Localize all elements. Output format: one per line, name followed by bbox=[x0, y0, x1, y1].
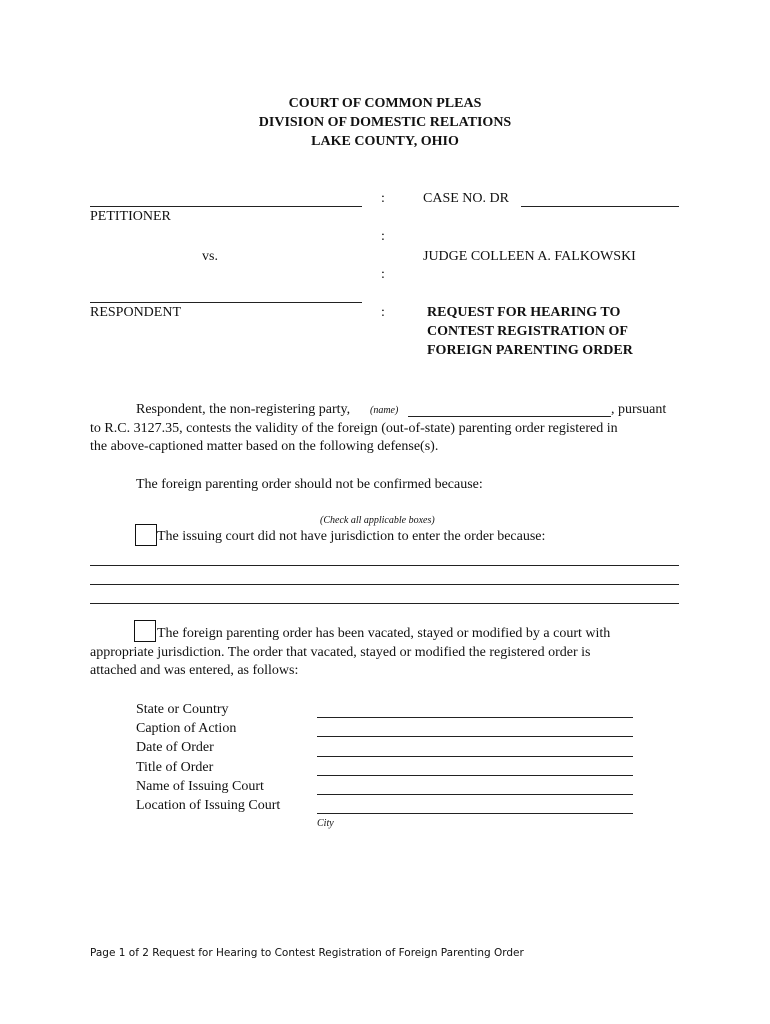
para1-line2: to R.C. 3127.35, contests the validity of the foreign (out-of-state) parenting order registered in bbox=[90, 421, 618, 436]
state-field[interactable] bbox=[317, 717, 633, 718]
respondent-label: RESPONDENT bbox=[90, 305, 182, 320]
para2-text: The foreign parenting order should not be confirmed because: bbox=[136, 477, 483, 492]
caption-colon: : bbox=[381, 191, 385, 206]
court-name: COURT OF COMMON PLEAS bbox=[288, 96, 482, 111]
field-label-court-name: Name of Issuing Court bbox=[136, 779, 264, 794]
document-title-line3: FOREIGN PARENTING ORDER bbox=[427, 343, 633, 358]
check-hint: (Check all applicable boxes) bbox=[320, 515, 435, 526]
petitioner-name-line[interactable] bbox=[90, 206, 362, 207]
para1-line3: the above-captioned matter based on the following defense(s). bbox=[90, 439, 439, 454]
option2-line3: attached and was entered, as follows: bbox=[90, 663, 299, 678]
document-title-line2: CONTEST REGISTRATION OF bbox=[427, 324, 628, 339]
field-label-title: Title of Order bbox=[136, 760, 214, 775]
document-title-line1: REQUEST FOR HEARING TO bbox=[427, 305, 621, 320]
jurisdiction-explanation-line[interactable] bbox=[90, 603, 679, 604]
date-field[interactable] bbox=[317, 756, 633, 757]
division-name: DIVISION OF DOMESTIC RELATIONS bbox=[258, 115, 512, 130]
case-number-label: CASE NO. DR bbox=[423, 191, 509, 206]
jurisdiction-explanation-line[interactable] bbox=[90, 584, 679, 585]
option2-line2: appropriate jurisdiction. The order that vacated, stayed or modified the registered order is bbox=[90, 645, 591, 660]
field-label-caption: Caption of Action bbox=[136, 721, 237, 736]
jurisdiction-checkbox[interactable] bbox=[135, 524, 157, 546]
respondent-name-line[interactable] bbox=[90, 302, 362, 303]
county-name: LAKE COUNTY, OHIO bbox=[311, 134, 459, 149]
para1-intro: Respondent, the non-registering party, bbox=[136, 402, 351, 417]
name-hint: (name) bbox=[370, 405, 399, 416]
option2-line1: The foreign parenting order has been vacated, stayed or modified by a court with bbox=[157, 626, 611, 641]
field-label-date: Date of Order bbox=[136, 740, 214, 755]
petitioner-label: PETITIONER bbox=[90, 209, 171, 224]
vacated-order-checkbox[interactable] bbox=[134, 620, 156, 642]
caption-field[interactable] bbox=[317, 736, 633, 737]
court-name-field[interactable] bbox=[317, 794, 633, 795]
caption-colon: : bbox=[381, 305, 385, 320]
city-hint: City bbox=[317, 818, 334, 829]
para1-pursuant: , pursuant bbox=[611, 402, 667, 417]
field-label-state: State or Country bbox=[136, 702, 229, 717]
caption-colon: : bbox=[381, 267, 385, 282]
field-label-court-location: Location of Issuing Court bbox=[136, 798, 281, 813]
title-field[interactable] bbox=[317, 775, 633, 776]
respondent-name-field[interactable] bbox=[408, 416, 611, 417]
case-number-field[interactable] bbox=[521, 206, 679, 207]
judge-name: JUDGE COLLEEN A. FALKOWSKI bbox=[423, 249, 636, 264]
jurisdiction-explanation-line[interactable] bbox=[90, 565, 679, 566]
option1-text: The issuing court did not have jurisdiction to enter the order because: bbox=[157, 529, 546, 544]
versus-label: vs. bbox=[202, 249, 218, 264]
caption-colon: : bbox=[381, 229, 385, 244]
court-location-field[interactable] bbox=[317, 813, 633, 814]
page-footer: Page 1 of 2 Request for Hearing to Contest Registration of Foreign Parenting Order bbox=[90, 947, 524, 959]
